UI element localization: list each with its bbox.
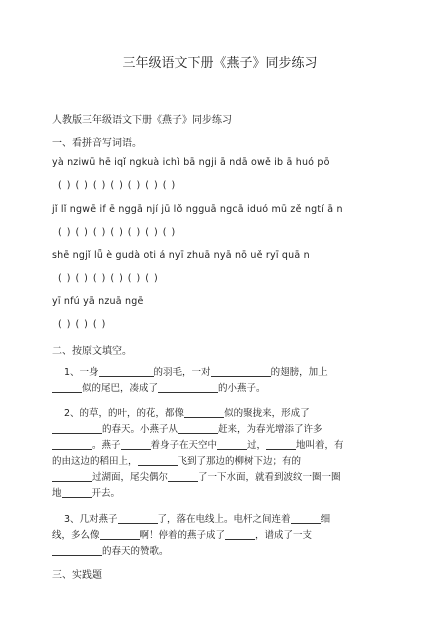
q2-line-2: 的春天。小燕子从 赶来，为春光增添了许多: [52, 421, 323, 435]
fill-blank[interactable]: [99, 366, 154, 377]
fill-blank[interactable]: [225, 529, 255, 540]
fill-blank[interactable]: [52, 471, 92, 482]
fill-blank[interactable]: [52, 439, 92, 450]
q2-line-3: 。燕子 着身子在天空中 过， 地叫着，有: [52, 437, 344, 451]
fill-blank[interactable]: [52, 382, 82, 393]
q3-line-3: 的春天的赞歌。: [52, 543, 169, 557]
document-title: 三年级语文下册《燕子》同步练习: [122, 56, 318, 71]
fill-blank[interactable]: [121, 439, 151, 450]
fill-blank[interactable]: [158, 382, 218, 393]
paren-row-2: ( ) ( ) ( ) ( ) ( ) ( ) ( ): [58, 227, 177, 238]
pinyin-row-1: yà nziwū hē iqǐ ngkuà ichì bā ngji ā ndā owě ib ā huó pō: [52, 157, 330, 168]
fill-blank[interactable]: [138, 455, 178, 466]
paren-row-3: ( ) ( ) ( ) ( ) ( ) ( ): [58, 273, 159, 284]
paren-row-1: ( ) ( ) ( ) ( ) ( ) ( ) ( ): [58, 180, 177, 191]
section-2-heading: 二、按原文填空。: [52, 346, 132, 357]
q2-line-6: 地 开去。: [52, 488, 121, 499]
fill-blank[interactable]: [266, 439, 296, 450]
fill-blank[interactable]: [62, 487, 92, 498]
q2-line-4: 的由这边的稻田上， 飞到了那边的柳树下边；有的: [52, 456, 302, 467]
fill-blank[interactable]: [184, 407, 224, 418]
fill-blank[interactable]: [52, 545, 102, 556]
pinyin-row-4: yī nfú yā nzuā ngē: [52, 296, 144, 307]
paren-row-4: ( ) ( ) ( ): [58, 319, 107, 330]
document-subtitle: 人教版三年级语文下册《燕子》同步练习: [52, 115, 232, 126]
q1-line-2: 似的尾巴，凑成了 的小燕子。: [52, 380, 266, 394]
fill-blank[interactable]: [168, 471, 198, 482]
pinyin-row-3: shē ngjǐ lǖ è gudà oti á nyī zhuā nyā nō uě ryī quā n: [52, 250, 310, 261]
fill-blank[interactable]: [178, 423, 218, 434]
fill-blank[interactable]: [118, 513, 158, 524]
q3-line-1: 3、几对燕子 了，落在电线上。电杆之间连着 细: [64, 514, 331, 525]
fill-blank[interactable]: [52, 423, 102, 434]
q1-line-1: 1、一身 的羽毛，一对 的翅膀，加上: [64, 367, 328, 378]
fill-blank[interactable]: [211, 366, 271, 377]
section-3-heading: 三、实践题: [52, 570, 102, 581]
q2-line-1: 2、的草，的叶，的花，都像 似的聚拢来，形成了: [64, 408, 310, 419]
fill-blank[interactable]: [291, 513, 321, 524]
fill-blank[interactable]: [100, 529, 140, 540]
q3-line-2: 线，多么像 啊！停着的燕子成了 ，谱成了一支: [52, 530, 313, 541]
fill-blank[interactable]: [217, 439, 247, 450]
pinyin-row-2: jǐ lǐ ngwē if ē nggā njí jū lǒ ngguā ngcā iduó mū zě ngtí ā n: [52, 204, 343, 215]
q2-line-5: 过湖面，尾尖偶尔 了一下水面，就看到波纹一圈一圈: [52, 469, 341, 483]
section-1-heading: 一、看拼音写词语。: [52, 138, 142, 149]
